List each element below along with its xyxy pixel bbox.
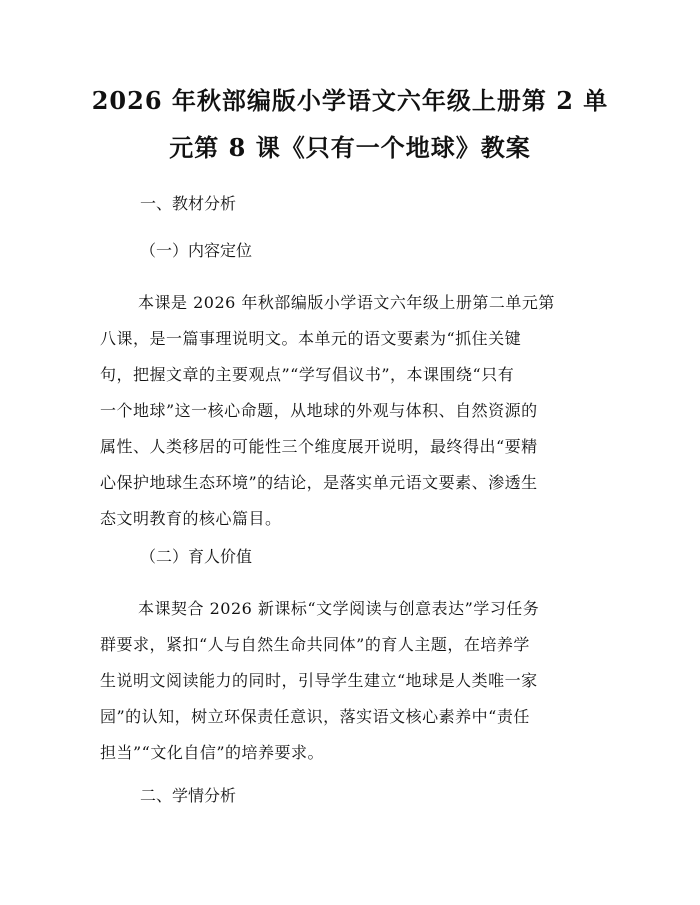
paragraph-line: 群要求，紧扣“人与自然生命共同体”的育人主题，在培养学 [100,635,530,654]
section-heading-textbook-analysis: 一、教材分析 [140,194,237,213]
paragraph-line: 本课是 2026 年秋部编版小学语文六年级上册第二单元第 [138,293,555,312]
paragraph-line: 园”的认知，树立环保责任意识，落实语文核心素养中“责任 [100,707,530,726]
section-heading-learner-analysis: 二、学情分析 [140,786,237,805]
paragraph-line: 属性、人类移居的可能性三个维度展开说明，最终得出“要精 [100,437,538,456]
paragraph-educational-value [100,591,600,771]
document-title-line-1: 2026 年秋部编版小学语文六年级上册第 2 单 [91,86,609,115]
paragraph-line: 态文明教育的核心篇目。 [100,509,282,528]
paragraph-line: 八课，是一篇事理说明文。本单元的语文要素为“抓住关键 [100,329,522,348]
paragraph-line: 生说明文阅读能力的同时，引导学生建立“地球是人类唯一家 [100,671,538,690]
document-title-line-2: 元第 8 课《只有一个地球》教案 [169,133,531,162]
paragraph-line: 担当”“文化自信”的培养要求。 [100,743,325,762]
paragraph-line: 一个地球”这一核心命题，从地球的外观与体积、自然资源的 [100,401,538,420]
paragraph-line: 心保护地球生态环境”的结论，是落实单元语文要素、渗透生 [100,473,538,492]
paragraph-content-positioning [100,285,600,537]
paragraph-line: 本课契合 2026 新课标“文学阅读与创意表达”学习任务 [138,599,540,618]
paragraph-line: 句，把握文章的主要观点”“学写倡议书”，本课围绕“只有 [100,365,515,384]
subsection-heading-content-positioning: （一）内容定位 [140,241,253,260]
subsection-heading-educational-value: （二）育人价值 [140,547,253,566]
